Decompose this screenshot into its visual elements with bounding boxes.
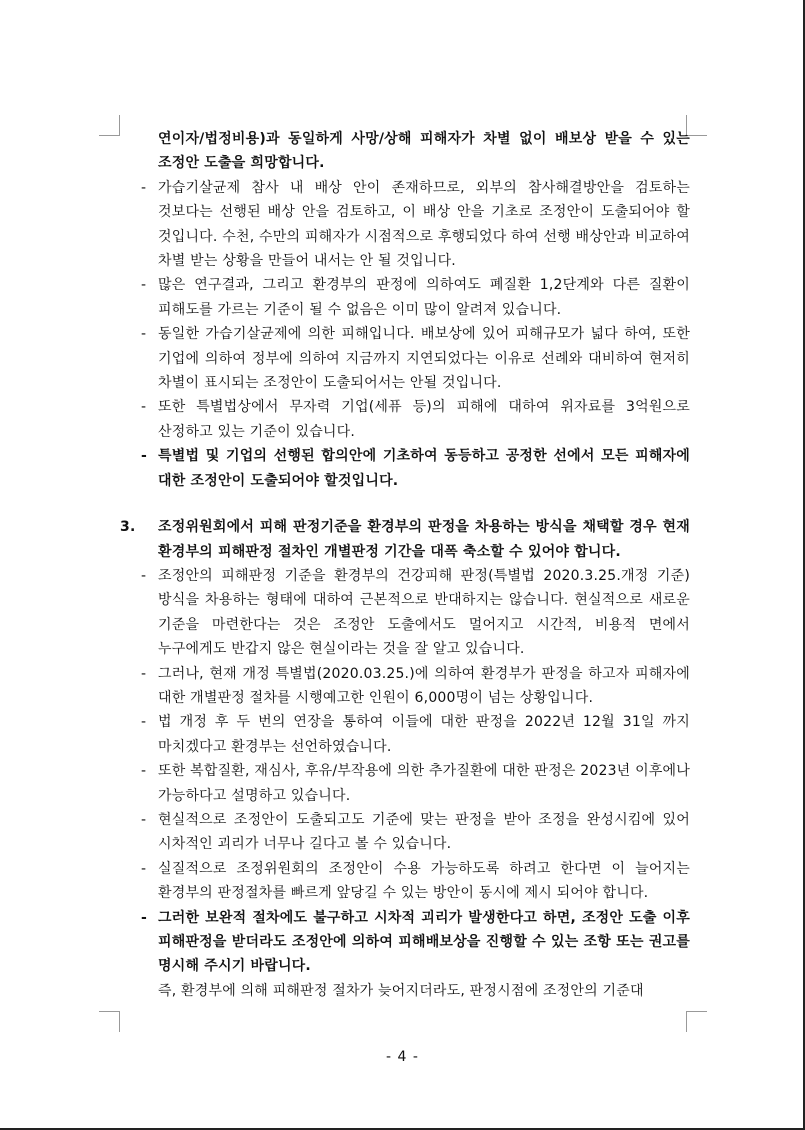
paragraph-continuation: 즉, 환경부에 의해 피해판정 절차가 늦어지더라도, 판정시점에 조정안의 기준대 (158, 982, 644, 999)
page-number: - 4 - (386, 1049, 419, 1065)
bullet-item: - 현실적으로 조정안이 도출되고도 기준에 맞는 판정을 받아 조정을 완성시킴에 있어 시차적인 괴리가 너무나 길다고 볼 수 있습니다. (118, 808, 690, 857)
bullet-item: - 법 개정 후 두 번의 연장을 통하여 이들에 대한 판정을 2022년 12월 31일 까지 마치겠다고 환경부는 선언하였습니다. (118, 710, 690, 759)
bullet-item-emphasis: - 특별법 및 기업의 선행된 합의안에 기초하여 동등하고 공정한 선에서 모든 피해자에 대한 조정안이 도출되어야 할것입니다. (118, 444, 690, 493)
section-title: 조정위원회에서 피해 판정기준을 환경부의 판정을 차용하는 방식을 채택할 경우 현재 환경부의 피해판정 절차인 개별판정 기간을 대폭 축소할 수 있어야 합니다. (158, 519, 690, 560)
crop-mark-top-left (99, 115, 120, 136)
bullet-item: - 가습기살균제 참사 내 배상 안이 존재하므로, 외부의 참사해결방안을 검토하는 것보다는 선행된 배상 안을 검토하고, 이 배상 안을 기초로 조정안이 도출되어야 할 것입니다. 수천, 수만의 피해자가 시점적으로 후행되었다 하여 선행 배상안과 비교하여 차별 받는 상황을 만들어 내서는 안 될 것입니다. (118, 176, 690, 274)
crop-mark-bottom-left (99, 1011, 120, 1032)
bullet-item: - 조정안의 피해판정 기준을 환경부의 건강피해 판정(특별법 2020.3.25.개정 기준) 방식을 차용하는 형태에 대하여 근본적으로 반대하지는 않습니다. 현실적으로 새로운 기준을 마련한다는 것은 조정안 도출에서도 멀어지고 시간적, 비용적 면에서 누구에게도 반갑지 않은 현실이라는 것을 잘 알고 있습니다. (118, 564, 690, 662)
document-body (118, 127, 690, 1003)
bullet-item: - 실질적으로 조정위원회의 조정안이 수용 가능하도록 하려고 한다면 이 늘어지는 환경부의 판정절차를 빠르게 앞당길 수 있는 방안이 동시에 제시 되어야 합니다. (118, 857, 690, 906)
section-heading (118, 515, 690, 564)
bullet-item: - 또한 복합질환, 재심사, 후유/부작용에 의한 추가질환에 대한 판정은 2023년 이후에나 가능하다고 설명하고 있습니다. (118, 759, 690, 808)
bullet-item: - 그러나, 현재 개정 특별법(2020.03.25.)에 의하여 환경부가 판정을 하고자 피해자에 대한 개별판정 절차를 시행예고한 인원이 6,000명이 넘는 상황입니다. (118, 662, 690, 711)
bullet-item: - 동일한 가습기살균제에 의한 피해입니다. 배보상에 있어 피해규모가 넓다 하여, 또한 기업에 의하여 정부에 의하여 지금까지 지연되었다는 이유로 선례와 대비하여 현저히 차별이 표시되는 조정안이 도출되어서는 안될 것입니다. (118, 322, 690, 395)
section-number: 3. (120, 519, 136, 536)
bullet-item: - 많은 연구결과, 그리고 환경부의 판정에 의하여도 폐질환 1,2단계와 다른 질환이 피해도를 가르는 기준이 될 수 없음은 이미 많이 알려져 있습니다. (118, 273, 690, 322)
bullet-item: - 또한 특별법상에서 무자력 기업(세퓨 등)의 피해에 대하여 위자료를 3억원으로 산정하고 있는 기준이 있습니다. (118, 395, 690, 444)
bullet-item-emphasis: - 그러한 보완적 절차에도 불구하고 시차적 괴리가 발생한다고 하면, 조정안 도출 이후 피해판정을 받더라도 조정안에 의하여 피해배보상을 진행할 수 있는 조항 또는 권고를 명시해 주시기 바랍니다. (118, 906, 690, 979)
crop-mark-bottom-right (686, 1011, 707, 1032)
paragraph-continuation: 연이자/법정비용)과 동일하게 사망/상해 피해자가 차별 없이 배보상 받을 수 있는 조정안 도출을 희망합니다. (158, 131, 690, 172)
